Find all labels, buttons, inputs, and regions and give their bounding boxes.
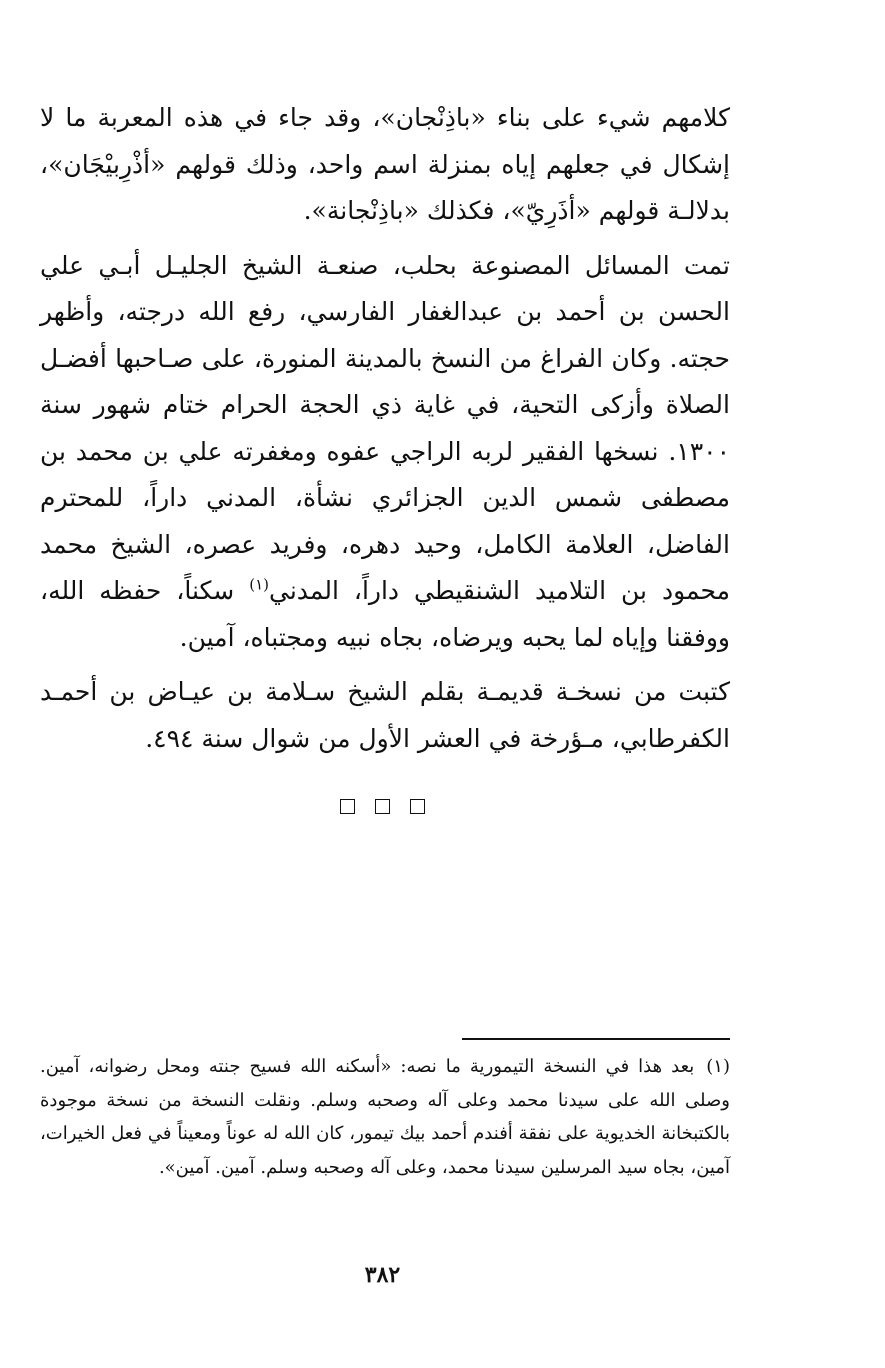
separator-square-icon <box>340 799 355 814</box>
separator-square-icon <box>375 799 390 814</box>
page-number: ٣٨٢ <box>364 1262 401 1288</box>
footnote-divider <box>462 1038 730 1040</box>
main-text <box>40 95 730 762</box>
separator-square-icon <box>410 799 425 814</box>
paragraph-2-tail: سكناً، حفظه الله، ووفقنا وإياه لما يحبه ويرضاه، بجاه نبيه ومجتباه، آمين. <box>40 576 730 652</box>
paragraph-2-body: تمت المسائل المصنوعة بحلب، صنعـة الشيخ الجليـل أبـي علي الحسن بن أحمد بن عبدالغفار الفارسي، رفع الله درجته، وأظهر حجته. وكان الفراغ من النسخ بالمدينة المنورة، على صـاحبها أفضـل الصلاة وأزكى التحية، في غاية ذي الحجة الحرام ختام شهور سنة ١٣٠٠. نسخها الفقير لربه الراجي عفوه ومغفرته علي بن محمد بن مصطفى شمس الدين الجزائري نشأة، المدني داراً، للمحترم الفاضل، العلامة الكامل، وحيد دهره، وفريد عصره، الشيخ محمد محمود بن التلاميد الشنقيطي داراً، المدني <box>40 250 730 605</box>
footnote-reference: (١) <box>249 575 269 594</box>
footnote-text: بعد هذا في النسخة التيمورية ما نصه: «أسكنه الله فسيح جنته ومحل رضوانه، آمين. وصلى الله على سيدنا محمد وعلى آله وصحبه وسلم. ونقلت النسخة من نسخة موجودة بالكتبخانة الخديوية على نفقة أفندم أحمد بيك تيمور، كان الله له عوناً ومعيناً في فعل الخيرات، آمين، بجاه سيد المرسلين سيدنا محمد، وعلى آله وصحبه وسلم. آمين. آمين». <box>40 1056 730 1178</box>
footnote-1 <box>40 1050 730 1184</box>
paragraph-2 <box>40 243 730 662</box>
footnotes <box>40 1050 730 1184</box>
paragraph-3: كتبت من نسخـة قديمـة بقلم الشيخ سـلامة بن عيـاض بن أحمـد الكفرطابي، مـؤرخة في العشر الأول من شوال سنة ٤٩٤. <box>40 677 730 753</box>
footnote-marker: (١) <box>706 1056 730 1077</box>
section-separator <box>0 796 765 815</box>
paragraph-1: كلامهم شيء على بناء «باذِنْجان»، وقد جاء في هذه المعربة ما لا إشكال في جعلهم إياه بمنزلة اسم واحد، وذلك قولهم «أذْرِبيْجَان»، بدلالـة قولهم «أذَرِيّ»، فكذلك «باذِنْجانة». <box>40 103 730 225</box>
